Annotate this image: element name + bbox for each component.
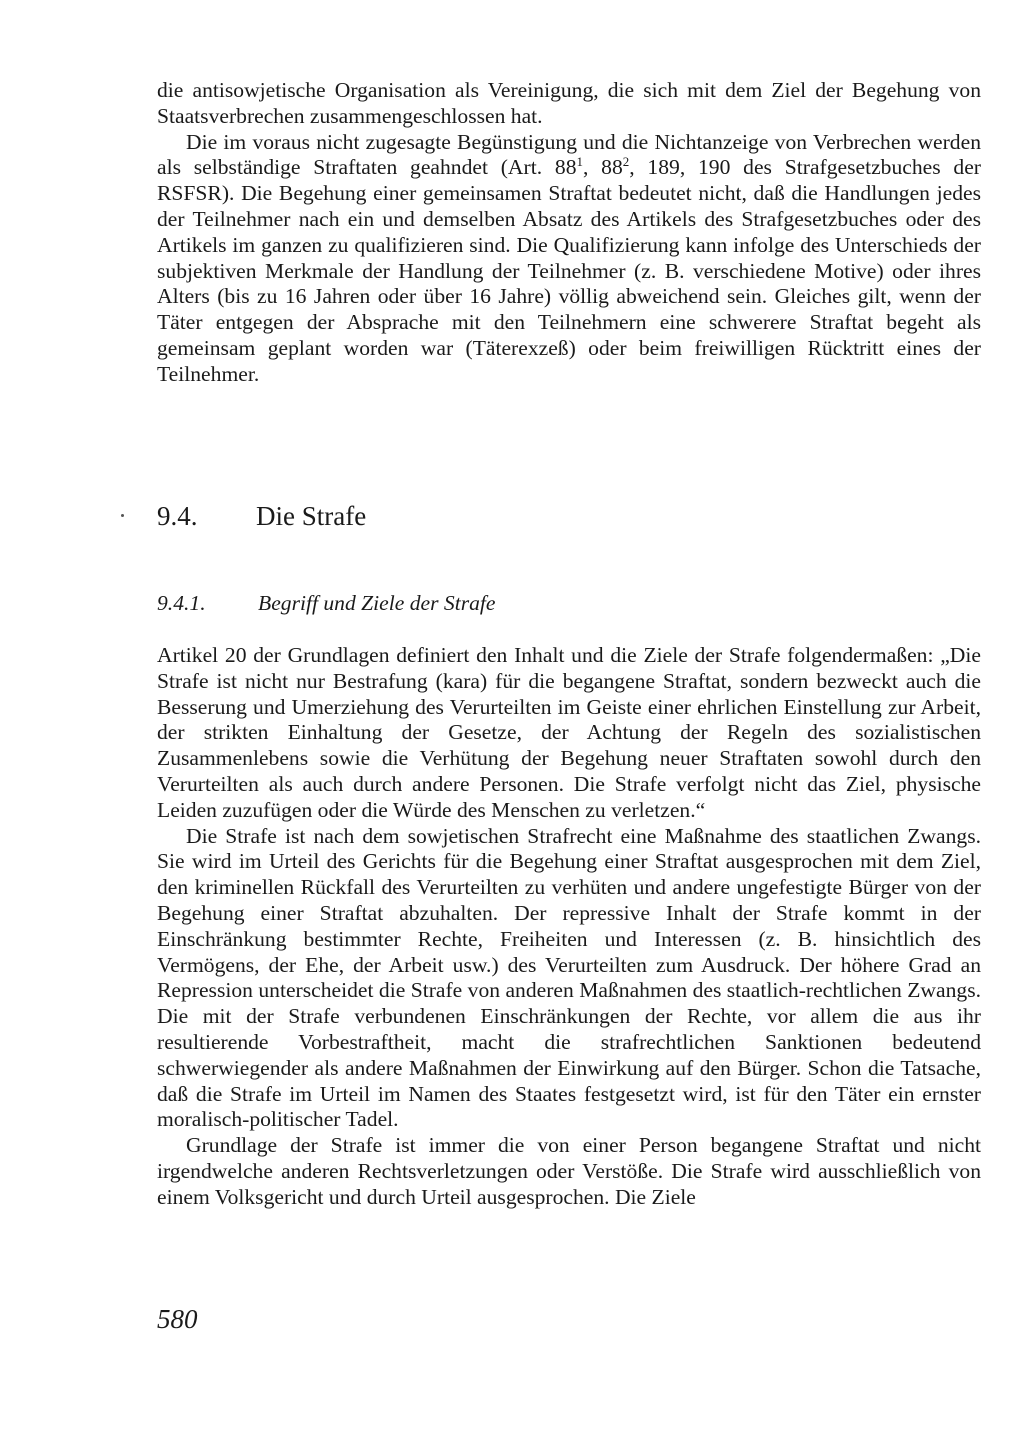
section-number: 9.4. (157, 501, 198, 531)
paragraph: die antisowjetische Organisation als Vereinigung, die sich mit dem Ziel der Begehung von Staatsverbrechen zusammengeschlossen hat. (157, 78, 981, 128)
section-heading (157, 500, 366, 532)
superscript: 2 (622, 154, 630, 170)
continuation-text (157, 78, 981, 388)
subsection-number: 9.4.1. (157, 591, 206, 615)
paragraph-text: , 88 (582, 155, 623, 180)
paragraph: Grundlage der Strafe ist immer die von einer Person begangene Straftat und nicht irgendwelche anderen Rechtsverletzungen oder Verstöße. Die Strafe wird ausschließlich von einem Volksgericht und durch Urteil ausgesprochen. Die Ziele (157, 1133, 981, 1209)
superscript: 1 (576, 154, 583, 170)
section-body (157, 643, 981, 1211)
paragraph (157, 130, 981, 388)
section-title: Die Strafe (256, 501, 367, 531)
paragraph-text: Die im voraus nicht zugesagte Begünstigung und die Nichtanzeige von Verbrechen werden als selbständige Straftaten geahndet (Art. 88 (157, 129, 981, 180)
subsection-heading (157, 590, 496, 616)
paragraph-text: , 189, 190 des Strafgesetzbuches der RSFSR). Die Begehung einer gemeinsamen Straftat bedeutet nicht, daß die Handlungen jedes der Teilnehmer nach ein und demselben Absatz des Artikels des Strafgesetzbuches oder des Artikels im ganzen zu qualifizieren sind. Die Qualifizierung kann infolge des Unterschieds der subjektiven Merkmale der Handlung der Teilnehmer (z. B. verschiedene Motive) oder ihres Alters (bis zu 16 Jahren oder über 16 Jahre) völlig abweichend sein. Gleiches gilt, wenn der Täter entgegen der Absprache mit den Teilnehmern eine schwerere Straftat begeht als gemeinsam geplant worden war (Täterexzeß) oder beim freiwilligen Rücktritt eines der Teilnehmer. (157, 155, 981, 386)
subsection-title: Begriff und Ziele der Strafe (258, 591, 496, 615)
margin-mark (121, 514, 124, 517)
paragraph: Die Strafe ist nach dem sowjetischen Strafrecht eine Maßnahme des staatlichen Zwangs. Sie wird im Urteil des Gerichts für die Begehung einer Straftat ausgesprochen mit dem Ziel, den kriminellen Rückfall des Verurteilten zu verhüten und andere ungefestigte Bürger von der Begehung einer Straftat abzuhalten. Der repressive Inhalt der Strafe kommt in der Einschränkung bestimmter Rechte, Freiheiten und Interessen (z. B. hinsichtlich des Vermögens, der Ehe, der Arbeit usw.) des Verurteilten zum Ausdruck. Der höhere Grad an Repression unterscheidet die Strafe von anderen Maßnahmen des staatlich-rechtlichen Zwangs. Die mit der Strafe verbundenen Einschränkungen der Rechte, vor allem die aus ihr resultierende Vorbestraftheit, macht die strafrechtlichen Sanktionen bedeutend schwerwiegender als andere Maßnahmen der Einwirkung auf den Bürger. Schon die Tatsache, daß die Strafe im Urteil im Namen des Staates festgesetzt wird, ist für den Täter ein ernster moralisch-politischer Tadel. (157, 823, 981, 1132)
page-number: 580 (157, 1304, 198, 1334)
paragraph: Artikel 20 der Grundlagen definiert den Inhalt und die Ziele der Strafe folgendermaßen: „Die Strafe ist nicht nur Bestrafung (kara) für die begangene Straftat, sondern bezweckt auch die Besserung und Umerziehung des Verurteilten im Geiste einer ehrlichen Einstellung zur Arbeit, der strikten Einhaltung der Gesetze, der Achtung der Regeln des sozialistischen Zusammenlebens sowie die Verhütung der Begehung neuer Straftaten sowohl durch den Verurteilten als auch durch andere Personen. Die Strafe verfolgt nicht das Ziel, physische Leiden zuzufügen oder die Würde des Menschen zu verletzen.“ (157, 643, 981, 822)
